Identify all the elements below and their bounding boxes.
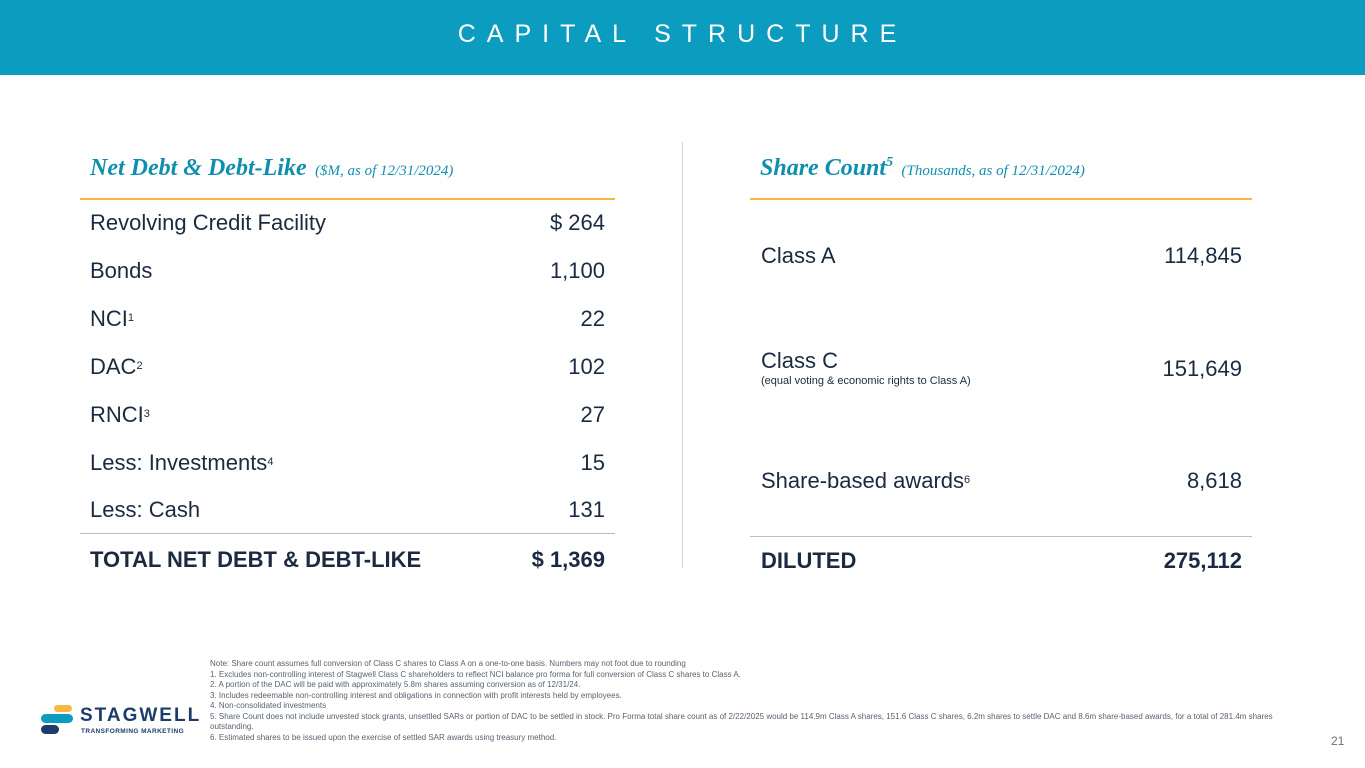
net-debt-row-label: DAC$^2$ bbox=[90, 354, 143, 379]
net-debt-title bbox=[90, 155, 453, 182]
stagwell-mark-icon bbox=[40, 703, 76, 737]
net-debt-row-value: 1,100 bbox=[549, 258, 605, 283]
share-count-title bbox=[760, 155, 1085, 182]
footnote: 6. Estimated shares to be issued upon the exercise of settled SAR awards using treasury method. bbox=[210, 732, 557, 742]
stagwell-logo bbox=[40, 703, 202, 743]
share-count-row-label: Share-based awards$^6$ bbox=[761, 468, 971, 493]
logo-tagline: TRANSFORMING MARKETING bbox=[81, 728, 185, 735]
net-debt-row-label: Revolving Credit Facility bbox=[90, 210, 326, 235]
header-bar bbox=[0, 0, 1365, 75]
net-debt-row-label: Bonds bbox=[90, 258, 153, 283]
net-debt-row-value: 27 bbox=[580, 402, 605, 427]
net-debt-header-rule bbox=[80, 198, 615, 200]
logo-wordmark: STAGWELL bbox=[80, 705, 202, 726]
footnote: 3. Includes redeemable non-controlling interest and obligations in connection with profit interests held by employees. bbox=[210, 690, 622, 700]
footnotes bbox=[210, 659, 1310, 743]
share-count-row-label: Class C bbox=[761, 348, 839, 373]
class-c-note: (equal voting & economic rights to Class A) bbox=[761, 375, 971, 387]
net-debt-row-label: NCI$^1$ bbox=[90, 306, 135, 331]
share-count-row-value: 8,618 bbox=[1186, 468, 1242, 493]
net-debt-row-value: 102 bbox=[568, 354, 605, 379]
net-debt-total-value: $ 1,369 bbox=[531, 547, 605, 572]
share-count-total-value: 275,112 bbox=[1163, 548, 1242, 573]
net-debt-row-label: Less: Investments$^4$ bbox=[90, 450, 274, 475]
page-number: 21 bbox=[1331, 734, 1345, 748]
footnote: 4. Non-consolidated investments bbox=[210, 701, 327, 710]
net-debt-total-rule bbox=[80, 533, 615, 534]
net-debt-row-label: Less: Cash bbox=[90, 497, 201, 522]
net-debt-heading: Net Debt & Debt-Like bbox=[90, 155, 307, 181]
net-debt-row-value: $ 264 bbox=[549, 210, 605, 235]
share-count-header-rule bbox=[750, 198, 1252, 200]
net-debt-subtitle: ($M, as of 12/31/2024) bbox=[315, 163, 454, 179]
share-count-heading: Share Count$^5$ bbox=[760, 155, 894, 181]
footnote: 1. Excludes non-controlling interest of Stagwell Class C shareholders to reflect NCI balance pro forma for full conversion of Class C shares to Class A. bbox=[210, 669, 741, 679]
net-debt-row-label: RNCI$^3$ bbox=[90, 402, 150, 427]
footnote: Note: Share count assumes full conversion of Class C shares to Class A on a one-to-one basis. Numbers may not foot due to rounding bbox=[210, 659, 686, 668]
share-count-subtitle: (Thousands, as of 12/31/2024) bbox=[901, 163, 1085, 179]
net-debt-row-value: 22 bbox=[580, 306, 605, 331]
net-debt-row-value: 15 bbox=[580, 450, 605, 475]
footnote: 5. Share Count does not include unvested stock grants, unsettled SARs or portion of DAC to be settled in stock. Pro Forma total share count as of 2/22/2025 would be 114.9m Class A shares, 151.6 Class C shares, 6.2m shares to settle DAC and 8.6m share-based awards, for a total of 281.4m shares outstanding. bbox=[210, 711, 1273, 731]
share-count-row-value: 151,649 bbox=[1162, 356, 1242, 381]
net-debt-row-value: 131 bbox=[568, 497, 605, 522]
panel-divider bbox=[682, 142, 683, 568]
footnote: 2. A portion of the DAC will be paid with approximately 5.8m shares assuming conversion as of 12/31/24. bbox=[210, 680, 581, 689]
share-count-total-rule bbox=[750, 536, 1252, 537]
share-count-row-value: 114,845 bbox=[1164, 243, 1242, 268]
share-count-row-label: Class A bbox=[761, 243, 836, 268]
page-title: CAPITAL STRUCTURE bbox=[457, 20, 908, 48]
net-debt-total-label: TOTAL NET DEBT & DEBT-LIKE bbox=[90, 547, 422, 572]
share-count-total-label: DILUTED bbox=[761, 548, 857, 573]
